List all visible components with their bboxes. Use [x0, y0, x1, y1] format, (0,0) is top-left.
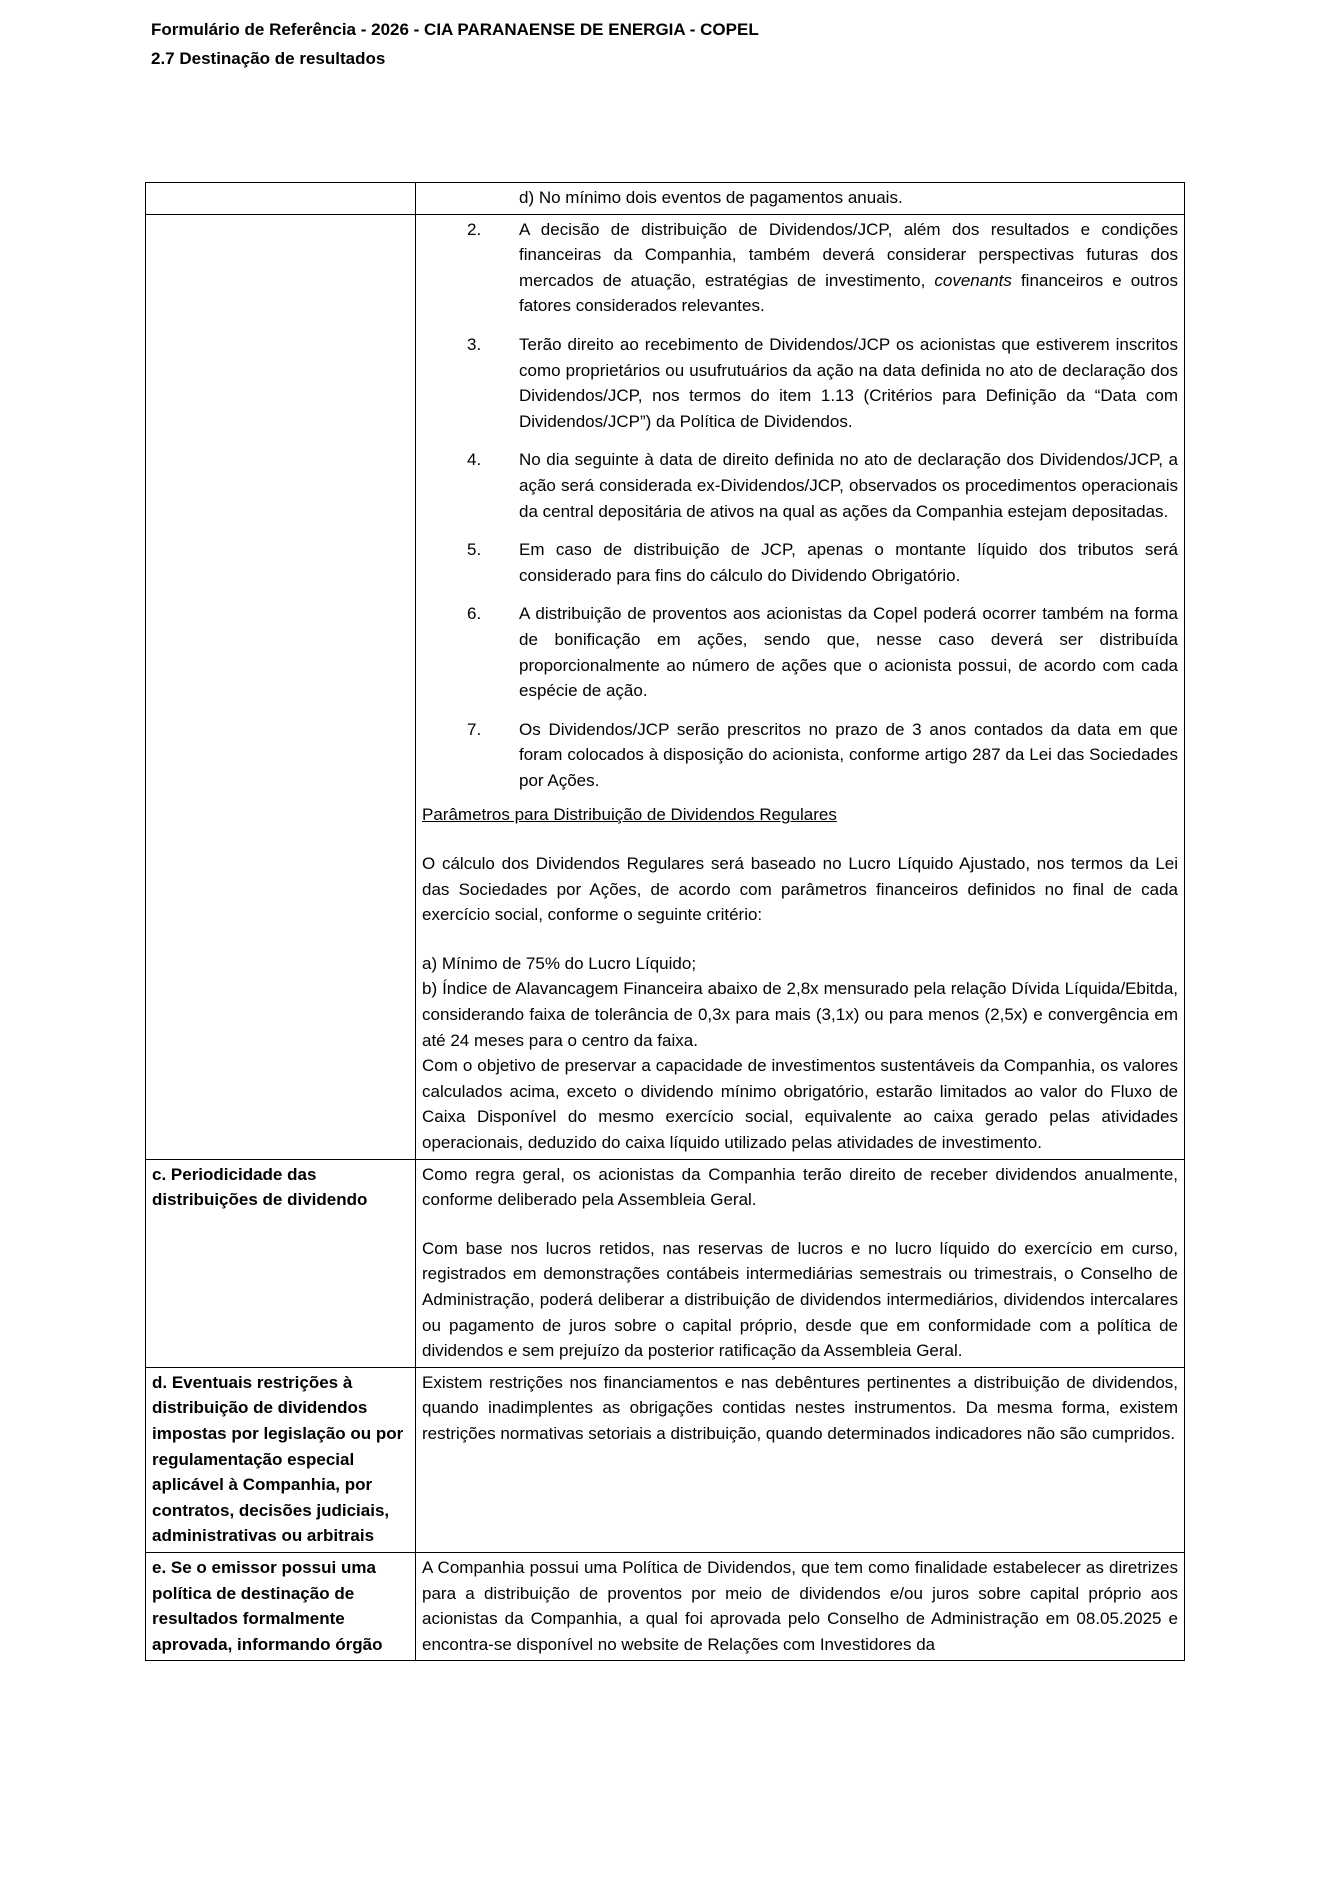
item-text: No dia seguinte à data de direito definida no ato de declaração dos Dividendos/JCP, a ação será considerada ex-Dividendos/JCP, observados os procedimentos operacionais da central depositária de ativos na qual as ações da Companhia estejam depositadas. — [519, 450, 1178, 521]
item-number: 5. — [467, 540, 482, 560]
paragraph: Com base nos lucros retidos, nas reservas de lucros e no lucro líquido do exercício em curso, registrados em demonstrações contábeis intermediárias semestrais ou trimestrais, o Conselho de Administração, poderá deliberar a distribuição de dividendos intermediários, dividendos intercalares ou pagamento de juros sobre o capital próprio, desde que em conformidade com a política de dividendos e sem prejuízo da posterior ratificação da Assembleia Geral. — [422, 1238, 1178, 1361]
paragraph: Como regra geral, os acionistas da Companhia terão direito de receber dividendos anualmente, conforme deliberado pela Assembleia Geral. — [422, 1164, 1178, 1210]
criteria-b: b) Índice de Alavancagem Financeira abaixo de 2,8x mensurado pela relação Dívida Líquida/Ebitda, considerando faixa de tolerância de 0,3x para mais (3,1x) ou para menos (2,5x) e convergência em até 24 meses para o centro da faixa. — [422, 979, 1178, 1050]
document-title: Formulário de Referência - 2026 - CIA PARANAENSE DE ENERGIA - COPEL — [151, 20, 759, 39]
item-d: d) No mínimo dois eventos de pagamentos anuais. — [519, 188, 903, 207]
table-row — [146, 1159, 1185, 1367]
empty-label-cell — [146, 214, 416, 1159]
row-label: e. Se o emissor possui uma política de destinação de resultados formalmente aprovada, informando órgão — [146, 1552, 416, 1660]
list-item — [422, 601, 1178, 703]
table-row — [146, 1552, 1185, 1660]
item-number: 2. — [467, 219, 482, 239]
table-row — [146, 1367, 1185, 1552]
list-item — [422, 447, 1178, 524]
content-cell — [416, 1159, 1185, 1367]
empty-label-cell — [146, 183, 416, 215]
content-cell — [416, 183, 1185, 215]
item-number: 7. — [467, 719, 482, 739]
item-text: Os Dividendos/JCP serão prescritos no prazo de 3 anos contados da data em que foram colocados à disposição do acionista, conforme artigo 287 da Lei das Sociedades por Ações. — [519, 719, 1178, 790]
criteria-note: Com o objetivo de preservar a capacidade de investimentos sustentáveis da Companhia, os valores calculados acima, exceto o dividendo mínimo obrigatório, estarão limitados ao valor do Fluxo de Caixa Disponível do mesmo exercício social, equivalente ao caixa gerado pelas atividades operacionais, deduzido do caixa líquido utilizado pelas atividades de investimento. — [422, 1056, 1178, 1152]
dividends-table — [145, 182, 1185, 1661]
list-item — [422, 537, 1178, 588]
table-row — [146, 214, 1185, 1159]
paragraph: Existem restrições nos financiamentos e nas debêntures pertinentes a distribuição de dividendos, quando inadimplentes as obrigações contidas nestes instrumentos. Da mesma forma, existem restrições normativas setoriais a distribuição, quando determinados indicadores não são cumpridos. — [422, 1372, 1178, 1443]
list-item — [422, 717, 1178, 794]
content-cell — [416, 214, 1185, 1159]
item-number: 4. — [467, 450, 482, 470]
list-item — [422, 332, 1178, 434]
item-text: A decisão de distribuição de Dividendos/JCP, além dos resultados e condições financeiras da Companhia, também deverá considerar perspectivas futuras dos mercados de atuação, estratégias de investimento, covenants financeiros e outros fatores considerados relevantes. — [519, 219, 1178, 316]
item-text: Terão direito ao recebimento de Dividendos/JCP os acionistas que estiverem inscritos como proprietários ou usufrutuários da ação na data definida no ato de declaração dos Dividendos/JCP, nos termos do item 1.13 (Critérios para Definição da “Data com Dividendos/JCP”) da Política de Dividendos. — [519, 334, 1178, 431]
item-number: 6. — [467, 604, 482, 624]
item-text: Em caso de distribuição de JCP, apenas o montante líquido dos tributos será considerado para fins do cálculo do Dividendo Obrigatório. — [519, 540, 1178, 585]
section-title: 2.7 Destinação de resultados — [151, 49, 386, 68]
table-row — [146, 183, 1185, 215]
item-number: 3. — [467, 334, 482, 354]
content-cell — [416, 1552, 1185, 1660]
page-header — [151, 18, 759, 71]
list-item — [422, 217, 1178, 319]
paragraph: A Companhia possui uma Política de Dividendos, que tem como finalidade estabelecer as diretrizes para a distribuição de proventos por meio de dividendos e/ou juros sobre capital próprio aos acionistas da Companhia, a qual foi aprovada pelo Conselho de Administração em 08.05.2025 e encontra-se disponível no website de Relações com Investidores da — [422, 1557, 1178, 1654]
row-label: c. Periodicidade das distribuições de dividendo — [146, 1159, 416, 1367]
params-heading: Parâmetros para Distribuição de Dividendos Regulares — [422, 805, 837, 825]
item-text: A distribuição de proventos aos acionistas da Copel poderá ocorrer também na forma de bonificação em ações, sendo que, nesse caso deverá ser distribuída proporcionalmente ao número de ações que o acionista possui, de acordo com cada espécie de ação. — [519, 604, 1178, 701]
params-intro: O cálculo dos Dividendos Regulares será baseado no Lucro Líquido Ajustado, nos termos da Lei das Sociedades por Ações, de acordo com parâmetros financeiros definidos no final de cada exercício social, conforme o seguinte critério: — [422, 854, 1178, 925]
content-cell — [416, 1367, 1185, 1552]
row-label: d. Eventuais restrições à distribuição de dividendos impostas por legislação ou por regulamentação especial aplicável à Companhia, por contratos, decisões judiciais, administrativas ou arbitrais — [146, 1367, 416, 1552]
criteria-a: a) Mínimo de 75% do Lucro Líquido; — [422, 953, 697, 973]
